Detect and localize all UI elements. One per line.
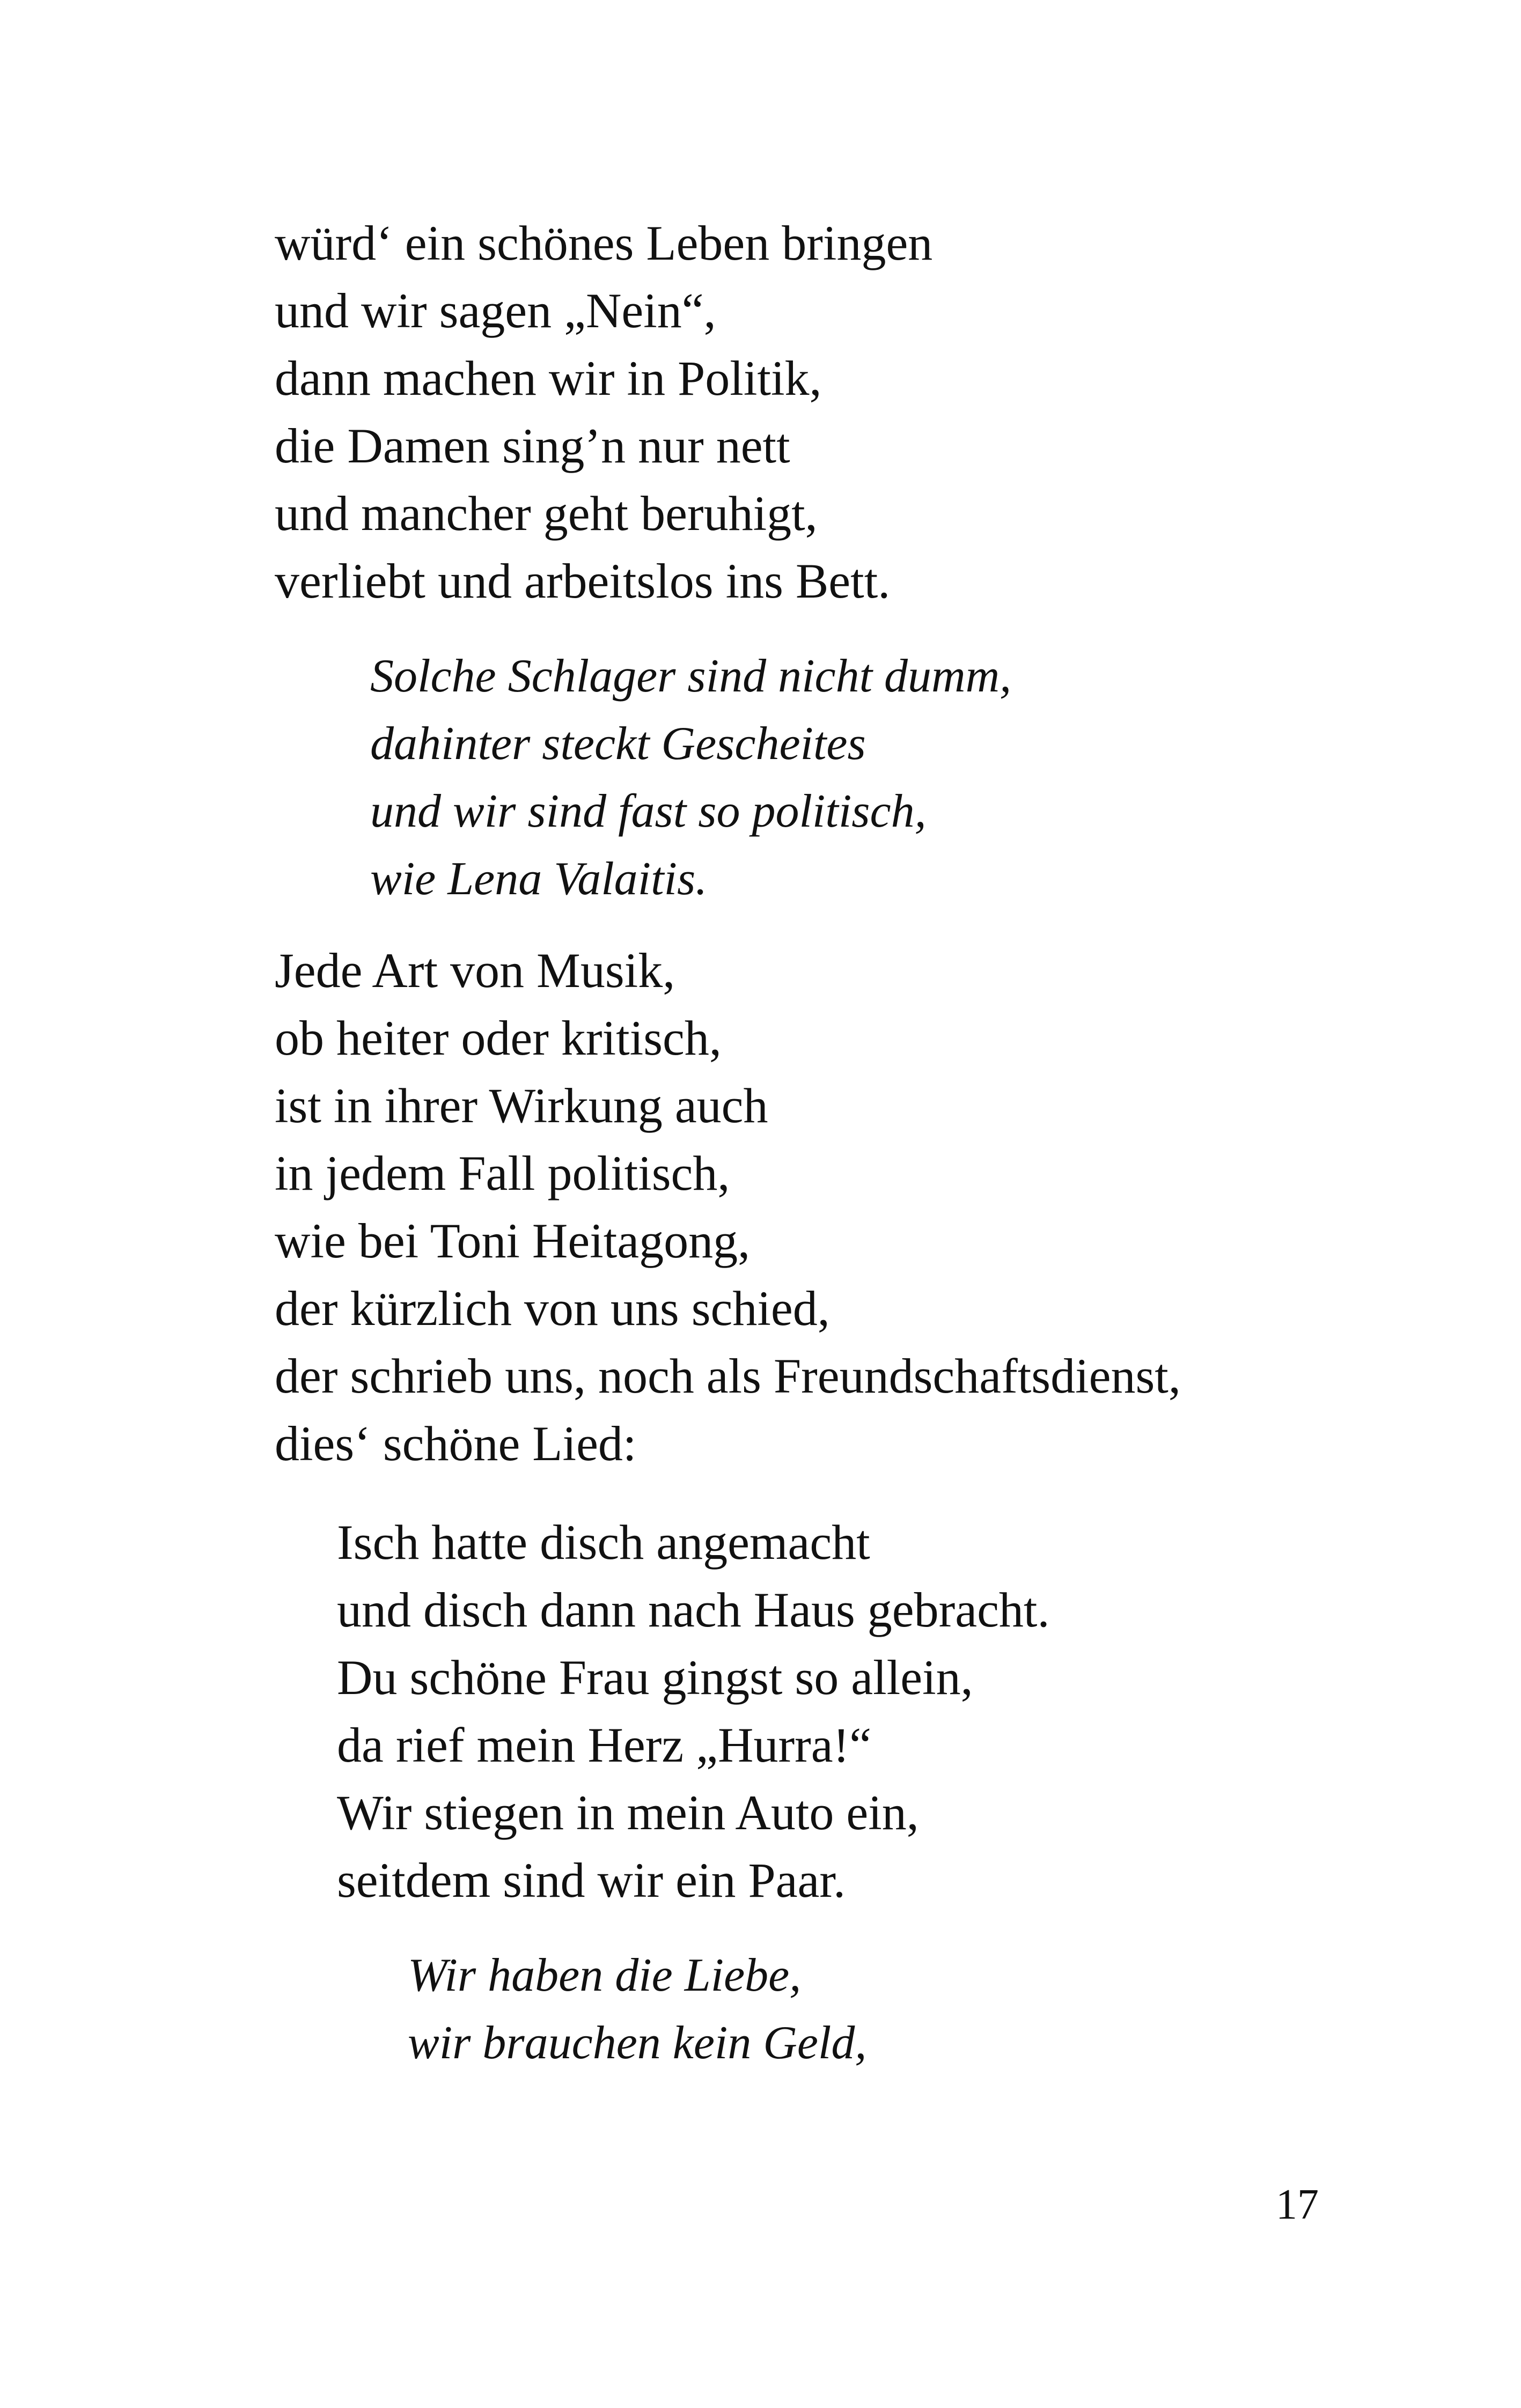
verse-line: Jede Art von Musik, [275,943,675,998]
refrain-2 [408,1942,866,2077]
song-line: Du schöne Frau gingst so allein, [337,1650,973,1705]
refrain-line: wir brauchen kein Geld, [408,2017,867,2069]
stanza-1 [275,209,932,615]
refrain-line: Solche Schlager sind nicht dumm, [370,650,1012,702]
refrain-1 [370,643,1011,913]
verse-line: wie bei Toni Heitagong, [275,1213,751,1268]
verse-line: ist in ihrer Wirkung auch [275,1078,768,1133]
verse-line: die Damen sing’n nur nett [275,418,790,473]
song-line: seitdem sind wir ein Paar. [337,1853,846,1908]
verse-line: der schrieb uns, noch als Freundschaftsdienst, [275,1349,1181,1403]
verse-line: in jedem Fall politisch, [275,1146,730,1201]
song-line: Isch hatte disch angemacht [337,1515,870,1570]
refrain-line: und wir sind fast so politisch, [370,785,927,837]
verse-line: dann machen wir in Politik, [275,351,822,406]
verse-line: der kürzlich von uns schied, [275,1281,830,1336]
song-line: da rief mein Herz „Hurra!“ [337,1718,872,1772]
verse-line: ob heiter oder kritisch, [275,1011,722,1065]
verse-line: dies‘ schöne Lied: [275,1416,637,1471]
refrain-line: dahinter steckt Gescheites [370,718,866,770]
verse-line: würd‘ ein schönes Leben bringen [275,216,933,270]
stanza-2 [275,937,1181,1477]
song-line: Wir stiegen in mein Auto ein, [337,1785,919,1840]
song-quote [337,1508,1049,1914]
page-number: 17 [1276,2181,1319,2228]
refrain-line: Wir haben die Liebe, [408,1949,802,2001]
verse-line: und mancher geht beruhigt, [275,486,818,541]
verse-line: und wir sagen „Nein“, [275,283,716,338]
verse-line: verliebt und arbeitslos ins Bett. [275,554,891,608]
refrain-line: wie Lena Valaitis. [370,853,708,905]
song-line: und disch dann nach Haus gebracht. [337,1582,1050,1637]
